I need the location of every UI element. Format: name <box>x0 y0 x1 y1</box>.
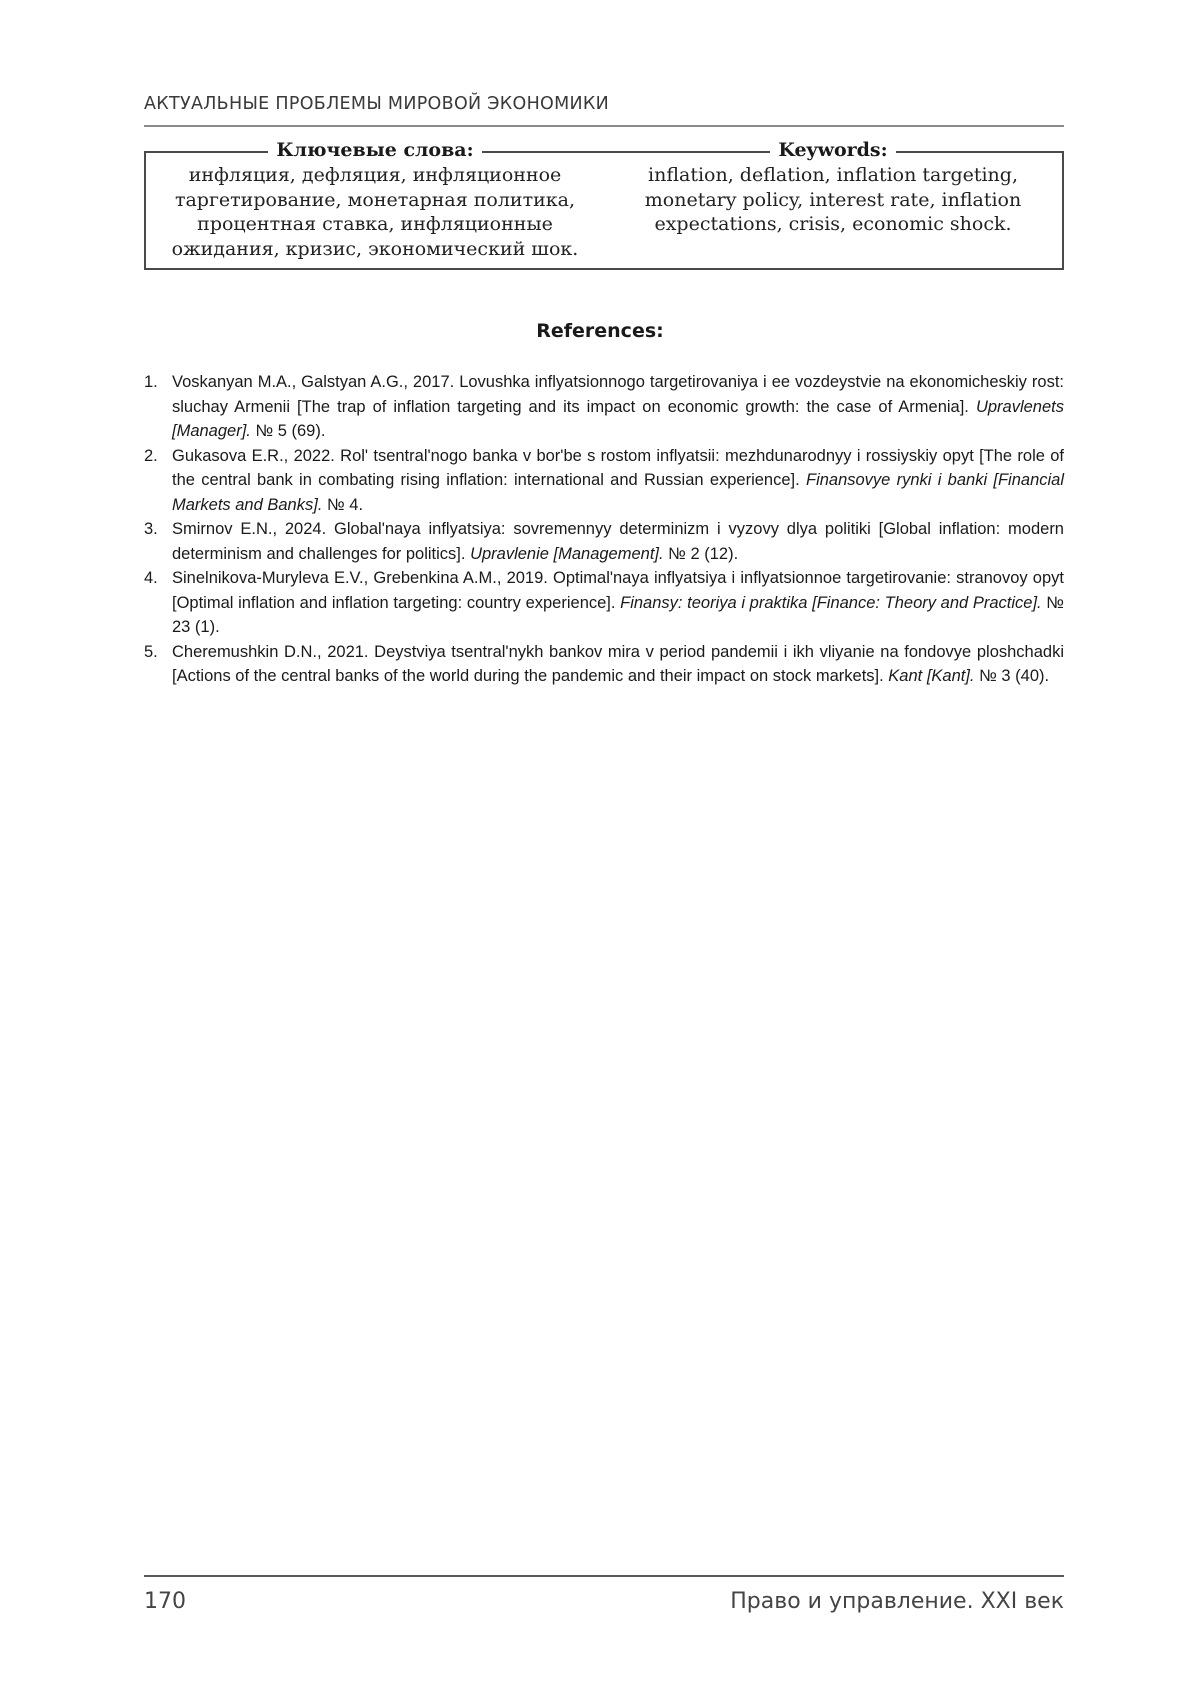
keywords-en-text <box>604 163 1062 237</box>
reference-item <box>144 640 1064 689</box>
keywords-ru-line: таргетирование, монетарная политика, <box>174 188 576 211</box>
keywords-ru-line: процентная ставка, инфляционные <box>197 213 553 235</box>
keywords-ru-title: Ключевые слова: <box>146 137 604 163</box>
references-list <box>144 370 1064 689</box>
reference-source: Upravlenie [Management]. <box>470 544 664 563</box>
reference-item <box>144 370 1064 444</box>
reference-item <box>144 444 1064 518</box>
reference-issue: № 23 (1). <box>172 593 1064 636</box>
reference-text: Sinelnikova-Muryleva E.V., Grebenkina A.M., 2019. Optimal'naya inflyatsiya i inflyatsionnoe targetirovanie: stranovoy opyt [Optimal inflation and inflation targeting: country experience]. <box>172 569 1064 612</box>
reference-source: Finansovye rynki i banki [Financial Markets and Banks]. <box>172 471 1065 514</box>
header-rule <box>144 125 1064 127</box>
reference-text: Smirnov E.N., 2024. Global'naya inflyatsiya: sovremennyy determinizm i vyzovy dlya politiki [Global inflation: modern determinism and challenges for politics]. <box>172 520 1064 563</box>
journal-name: Право и управление. XXI век <box>730 1589 1064 1614</box>
keywords-en-line: expectations, crisis, economic shock. <box>654 213 1012 235</box>
reference-issue: № 3 (40). <box>974 667 1050 685</box>
reference-issue: № 2 (12). <box>663 544 739 563</box>
reference-item <box>144 566 1064 640</box>
keywords-en-panel <box>604 139 1062 268</box>
keywords-en-line: inflation, deflation, inflation targeting, <box>648 164 1018 186</box>
reference-source: Kant [Kant]. <box>888 667 975 685</box>
reference-text: Voskanyan M.A., Galstyan A.G., 2017. Lovushka inflyatsionnogo targetirovaniya i ee vozdeystvie na ekonomicheskiy rost: sluchay Armenii [The trap of inflation targeting and its impact on economic growth: the case of Armenia]. <box>172 373 1064 416</box>
keywords-ru-line: инфляция, дефляция, инфляционное <box>188 164 562 186</box>
reference-issue: № 5 (69). <box>250 422 326 440</box>
reference-number: 2. <box>144 446 158 465</box>
page-number: 170 <box>144 1589 186 1614</box>
reference-number: 5. <box>144 642 158 661</box>
footer-rule <box>144 1575 1064 1577</box>
reference-text: Cheremushkin D.N., 2021. Deystviya tsentral'nykh bankov mira v period pandemii i ikh vliyanie na fondovye ploshchadki [Actions of the central banks of the world during the pandemic and their impact on stock markets]. <box>172 642 1064 685</box>
reference-number: 3. <box>144 520 158 538</box>
running-title: АКТУАЛЬНЫЕ ПРОБЛЕМЫ МИРОВОЙ ЭКОНОМИКИ <box>144 94 610 114</box>
reference-item <box>144 517 1064 566</box>
reference-text: Gukasova E.R., 2022. Rol' tsentral'nogo banka v bor'be s rostom inflyatsii: mezhdunarodnyy i rossiyskiy opyt [The role of the central bank in combating rising inflation: international and Russian experience]. <box>172 446 1064 489</box>
reference-number: 4. <box>144 569 158 587</box>
keywords-ru-text <box>146 163 604 261</box>
keywords-en-line: monetary policy, interest rate, inflation <box>644 188 1022 211</box>
keywords-ru-line: ожидания, кризис, экономический шок. <box>171 237 579 260</box>
reference-number: 1. <box>144 373 158 391</box>
reference-source: Upravlenets [Manager]. <box>172 397 1064 440</box>
references-heading: References: <box>536 320 664 342</box>
reference-source: Finansy: teoriya i praktika [Finance: Theory and Practice]. <box>620 593 1042 612</box>
reference-issue: № 4. <box>322 495 364 514</box>
keywords-ru-panel <box>146 139 604 268</box>
keywords-en-title: Keywords: <box>604 137 1062 163</box>
keywords-box <box>144 139 1064 270</box>
